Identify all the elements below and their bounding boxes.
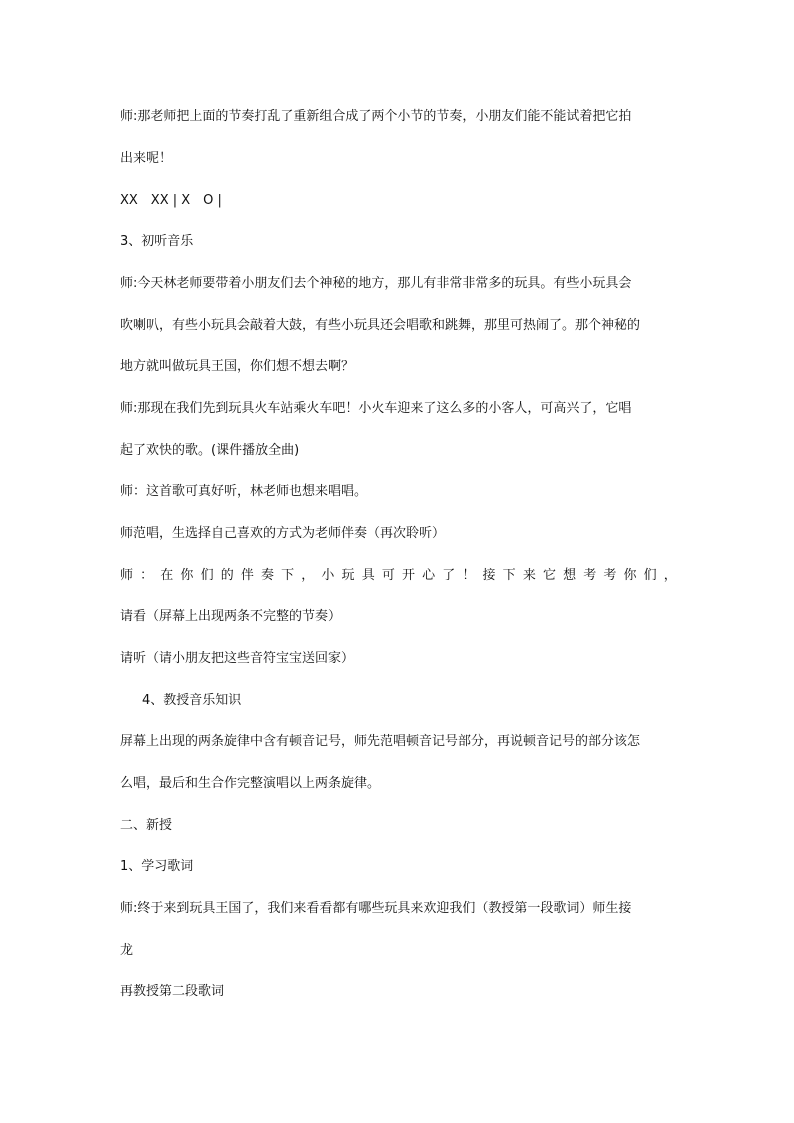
justified-char: 下 [281, 568, 295, 583]
justified-char: 可 [381, 568, 395, 583]
justified-char: 你 [180, 568, 194, 583]
paragraph-staccato-line-1: 屏幕上出现的两条旋律中含有顿音记号，师先范唱顿音记号部分，再说顿音记号的部分该怎 [120, 734, 641, 749]
paragraph-second-verse: 再教授第二段歌词 [120, 984, 225, 999]
paragraph-rhythm-intro-line-1: 师:那老师把上面的节奏打乱了重新组合成了两个小节的节奏，小朋友们能不能试着把它拍 [120, 109, 632, 124]
justified-char: 奏 [260, 568, 274, 583]
justified-char: 在 [160, 568, 174, 583]
paragraph-lyrics-line-1: 师:终于来到玩具王国了，我们来看看都有哪些玩具来欢迎我们（教授第一段歌词）师生接 [120, 901, 632, 916]
justified-char: ， [663, 568, 677, 583]
justified-char: 小 [321, 568, 335, 583]
paragraph-train-line-2: 起了欢快的歌。(课件播放全曲) [120, 443, 300, 458]
justified-char: 了 [442, 568, 456, 583]
rhythm-notation: XX XX | X O | [120, 193, 222, 208]
paragraph-model-singing: 师范唱，生选择自己喜欢的方式为老师伴奏（再次聆听） [120, 526, 446, 541]
justified-char: 你 [623, 568, 637, 583]
heading-learn-lyrics: 1、学习歌词 [120, 859, 194, 874]
justified-char: 心 [422, 568, 436, 583]
paragraph-listen: 请听（请小朋友把这些音符宝宝送回家） [120, 651, 355, 666]
paragraph-train-line-1: 师:那现在我们先到玩具火车站乘火车吧！小火车迎来了这么多的小客人，可高兴了，它唱 [120, 401, 632, 416]
justified-char: 的 [220, 568, 234, 583]
justified-char: 玩 [341, 568, 355, 583]
justified-char: 下 [502, 568, 516, 583]
heading-first-listen: 3、初听音乐 [120, 234, 194, 249]
justified-char: 它 [542, 568, 556, 583]
justified-char: 们 [200, 568, 214, 583]
justified-char: 想 [563, 568, 577, 583]
justified-char: 具 [361, 568, 375, 583]
paragraph-lyrics-line-2: 龙 [120, 943, 134, 958]
heading-music-knowledge: 4、教授音乐知识 [142, 693, 242, 708]
justified-char: 来 [522, 568, 536, 583]
justified-char: 们 [643, 568, 657, 583]
justified-char: ， [301, 568, 315, 583]
paragraph-toy-kingdom-line-3: 地方就叫做玩具王国，你们想不想去啊？ [120, 359, 355, 374]
justified-char: 开 [401, 568, 415, 583]
paragraph-accompaniment-line-1 [120, 567, 677, 585]
paragraph-toy-kingdom-line-2: 吹喇叭，有些小玩具会敲着大鼓，有些小玩具还会唱歌和跳舞，那里可热闹了。那个神秘的 [120, 318, 641, 333]
justified-char: 考 [583, 568, 597, 583]
paragraph-teacher-sings: 师：这首歌可真好听，林老师也想来唱唱。 [120, 484, 368, 499]
justified-char: ： [140, 568, 154, 583]
heading-new-lesson: 二、新授 [120, 818, 173, 833]
justified-char: 伴 [240, 568, 254, 583]
paragraph-staccato-line-2: 么唱，最后和生合作完整演唱以上两条旋律。 [120, 776, 381, 791]
justified-char: ！ [462, 568, 476, 583]
justified-char: 考 [603, 568, 617, 583]
paragraph-toy-kingdom-line-1: 师:今天林老师要带着小朋友们去个神秘的地方，那儿有非常非常多的玩具。有些小玩具会 [120, 276, 632, 291]
paragraph-rhythm-intro-line-2: 出来呢！ [120, 151, 173, 166]
justified-char: 接 [482, 568, 496, 583]
justified-char: 师 [120, 568, 134, 583]
paragraph-accompaniment-line-2: 请看（屏幕上出现两条不完整的节奏） [120, 609, 342, 624]
